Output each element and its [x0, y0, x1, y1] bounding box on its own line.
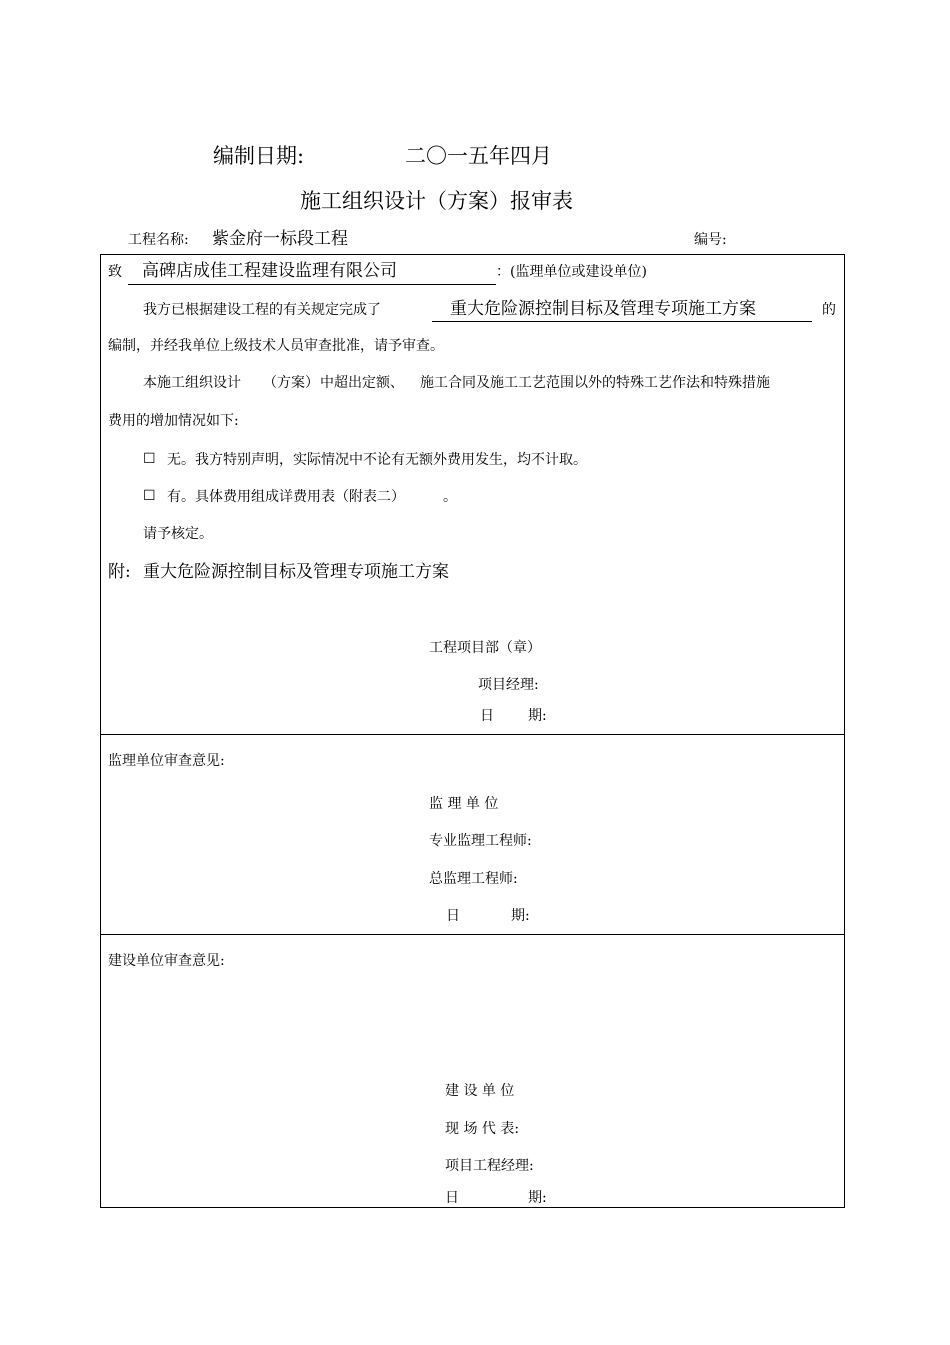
attachment-value: 重大危险源控制目标及管理专项施工方案: [143, 562, 449, 582]
owner-unit-label: 建 设 单 位: [445, 1083, 515, 1099]
para2-part-a: 本施工组织设计: [143, 375, 241, 391]
form-title: 施工组织设计（方案）报审表: [300, 189, 573, 213]
plan-name: 重大危险源控制目标及管理专项施工方案: [450, 299, 756, 319]
plan-name-underline: [432, 321, 812, 322]
to-prefix: 致: [108, 264, 122, 280]
recipient-unit: 高碑店成佳工程建设监理有限公司: [142, 261, 397, 281]
option-yes-text: 有。具体费用组成详费用表（附表二）: [167, 489, 405, 505]
para1-prefix: 我方已根据建设工程的有关规定完成了: [143, 302, 381, 318]
recipient-note: ：(监理单位或建设单位): [496, 264, 647, 280]
section-divider-1: [100, 734, 845, 735]
project-dept-seal: 工程项目部（章）: [429, 640, 541, 656]
owner-review-title: 建设单位审查意见:: [108, 953, 225, 969]
para2-part-c: 中超出定额、: [320, 375, 404, 391]
para2-part-d: 施工合同及施工工艺范围以外的特殊工艺作法和特殊措施: [420, 375, 770, 391]
date-label: 编制日期:: [213, 144, 305, 168]
supervision-unit-label: 监 理 单 位: [429, 796, 499, 812]
form-table: [100, 254, 845, 1208]
para1-line2: 编制，并经我单位上级技术人员审查批准，请予审查。: [108, 338, 444, 354]
site-rep-label: 现 场 代 表:: [445, 1121, 520, 1137]
supervision-date-char1: 日: [446, 908, 460, 924]
sign-date-char2: 期:: [528, 708, 547, 724]
supervision-review-title: 监理单位审查意见:: [108, 753, 225, 769]
request-text: 请予核定。: [143, 526, 213, 542]
owner-date-char2: 期:: [528, 1190, 547, 1206]
number-label: 编号:: [694, 232, 727, 248]
project-name-label: 工程名称:: [128, 232, 189, 248]
supervision-engineer-label: 专业监理工程师:: [429, 833, 532, 849]
option-yes-end: 。: [443, 489, 457, 505]
chief-supervisor-label: 总监理工程师:: [429, 871, 518, 887]
project-engineer-manager-label: 项目工程经理:: [445, 1158, 534, 1174]
project-manager-label: 项目经理:: [478, 677, 539, 693]
supervision-date-char2: 期:: [511, 908, 530, 924]
section-divider-2: [100, 934, 845, 935]
sign-date-char1: 日: [480, 708, 494, 724]
checkbox-yes[interactable]: ☐: [143, 488, 156, 504]
para2-part-b: （方案）: [263, 375, 319, 391]
recipient-underline: [128, 284, 496, 285]
checkbox-none[interactable]: ☐: [143, 451, 156, 467]
option-none-text: 无。我方特别声明，实际情况中不论有无额外费用发生，均不计取。: [167, 452, 587, 468]
date-value: 二〇一五年四月: [405, 144, 552, 168]
para2-line2: 费用的增加情况如下:: [108, 413, 239, 429]
attachment-label: 附:: [108, 562, 131, 582]
owner-date-char1: 日: [445, 1190, 459, 1206]
project-name-value: 紫金府一标段工程: [212, 229, 348, 249]
para1-suffix: 的: [822, 302, 836, 318]
